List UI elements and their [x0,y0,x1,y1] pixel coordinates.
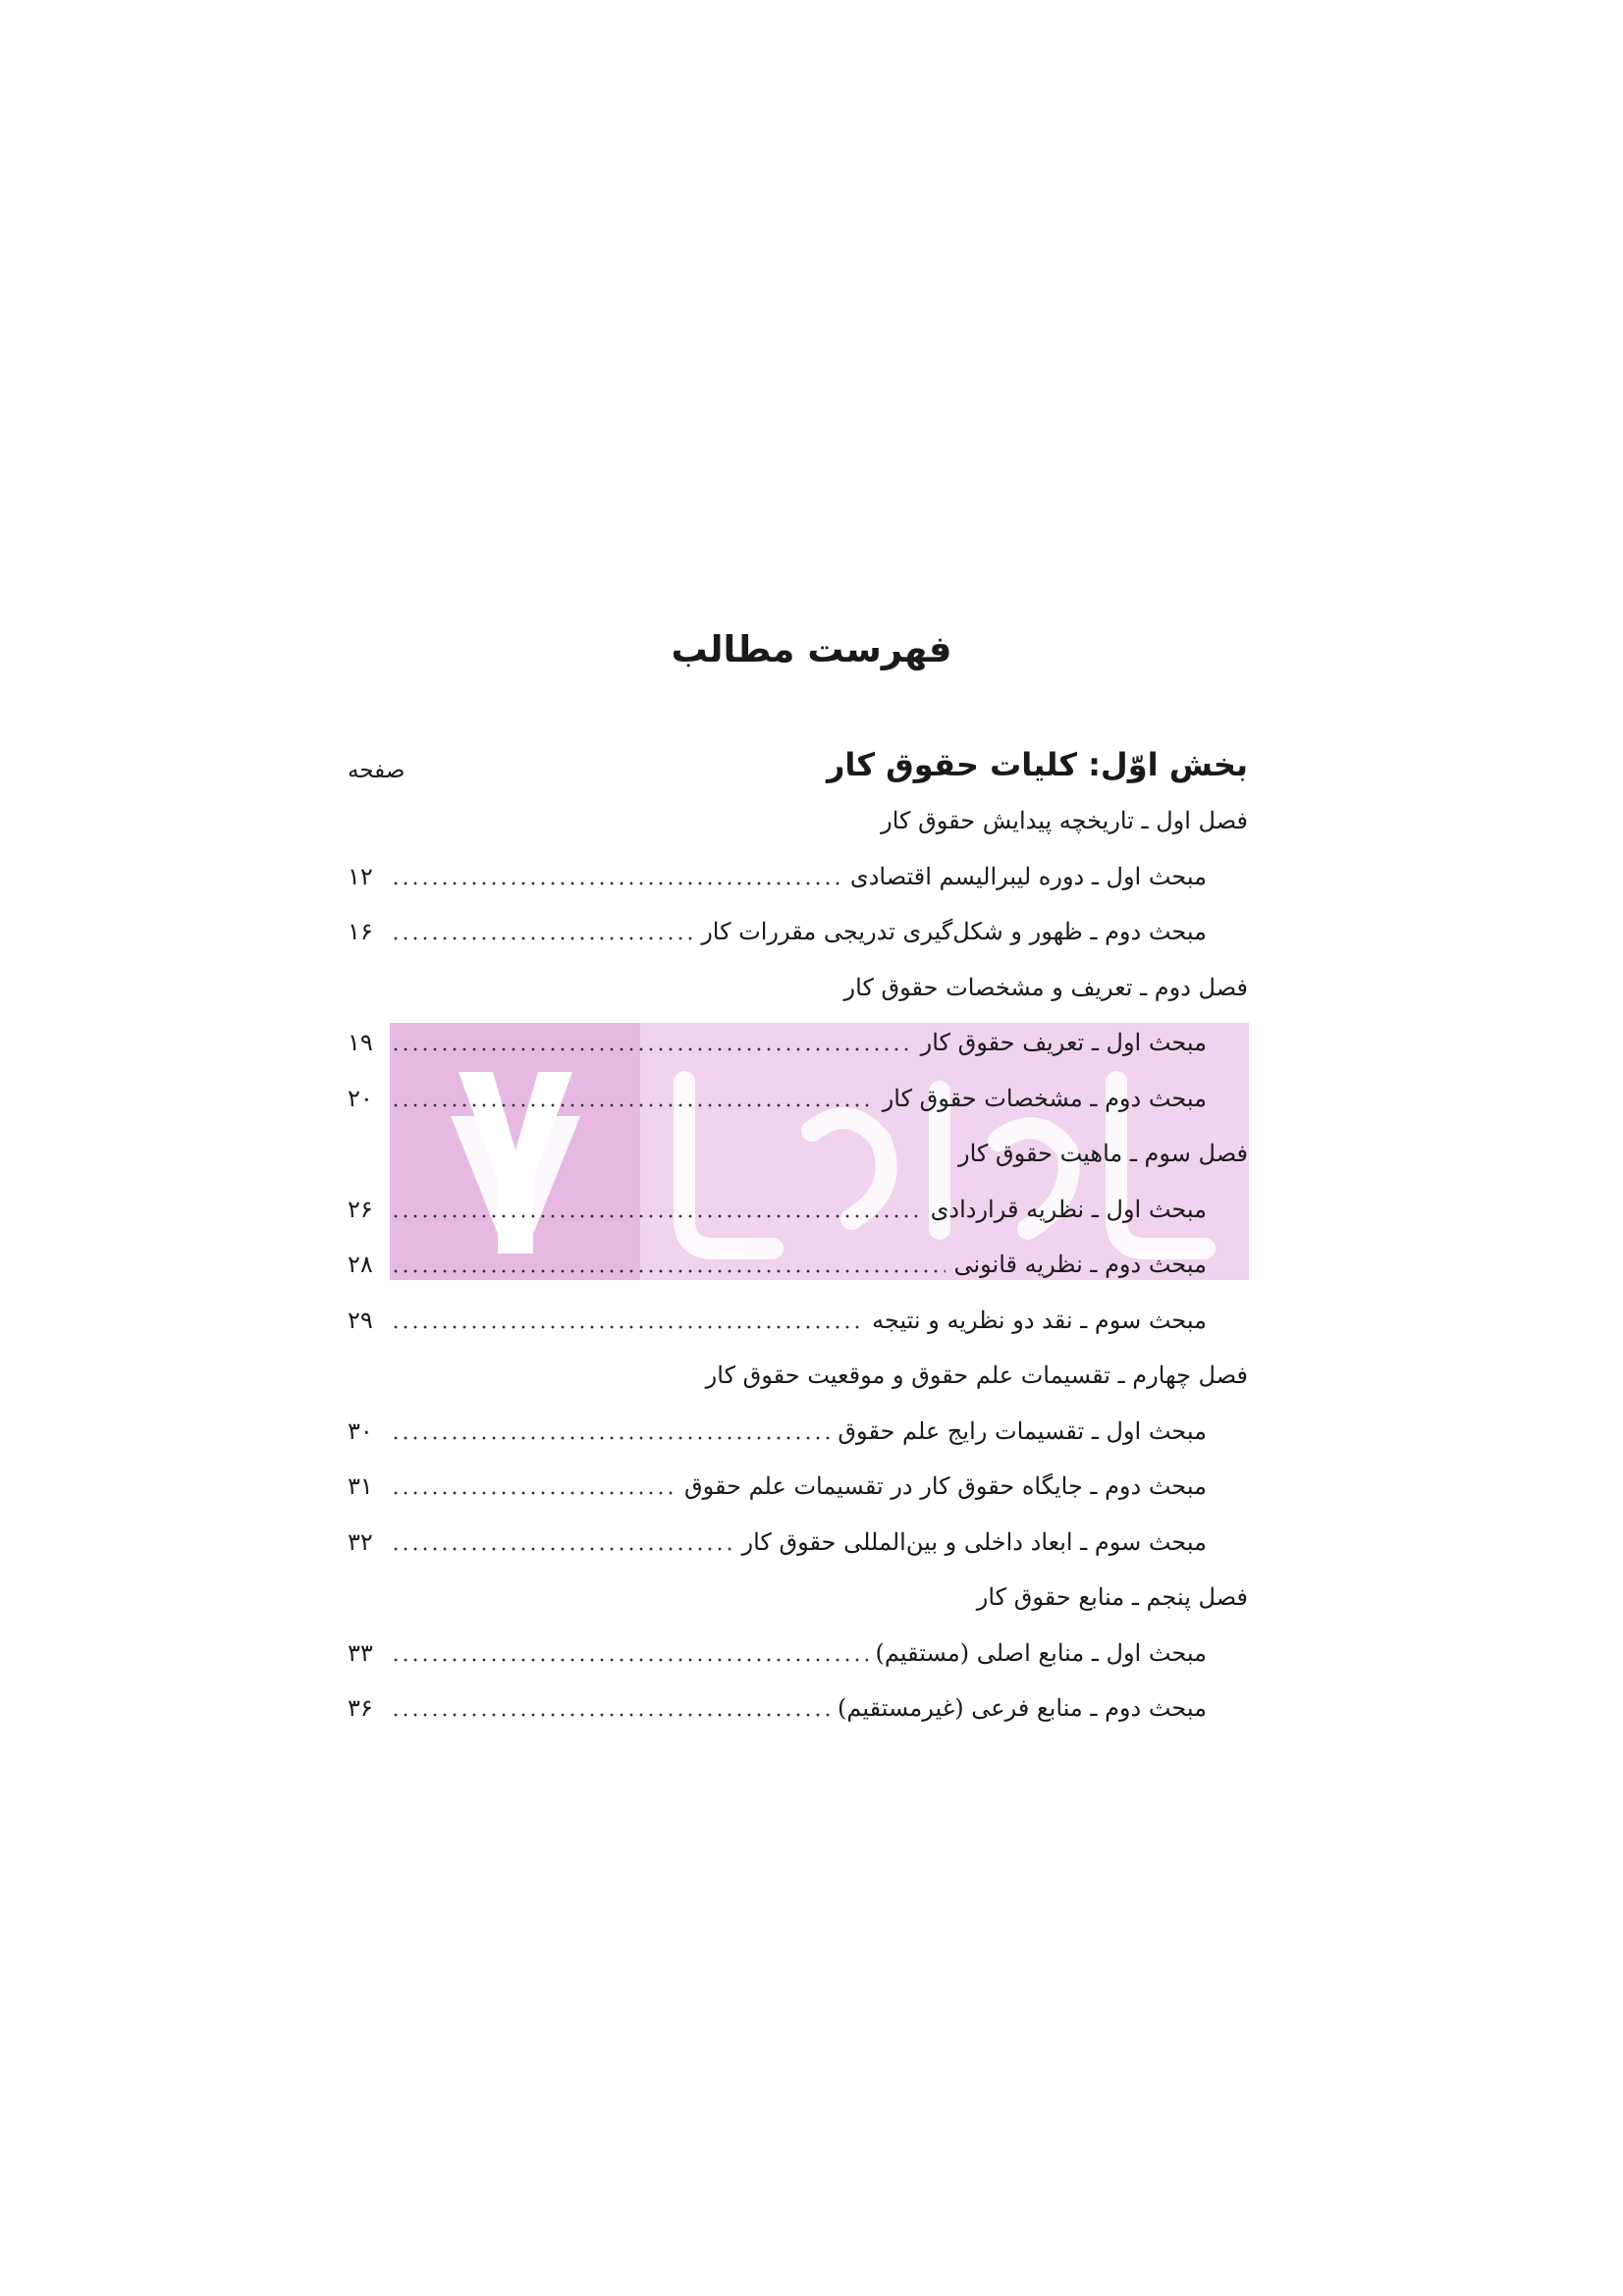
dot-leader [391,1046,913,1052]
section-entry[interactable] [348,1626,1248,1682]
chapter-entry[interactable] [348,1570,1248,1626]
part-title: بخش اوّل: کلیات حقوق کار [826,746,1248,783]
section-entry[interactable] [348,1404,1248,1460]
section-entry[interactable] [348,904,1248,960]
page-number: ۳۰ [348,1416,373,1445]
section-entry[interactable] [348,1293,1248,1349]
page-number: ۳۳ [348,1638,373,1667]
section-entry[interactable] [348,1071,1248,1127]
dot-leader [391,1268,946,1274]
page-column-label: صفحه [348,758,406,783]
chapter-title: فصل سوم ـ ماهیت حقوق کار [958,1140,1248,1168]
section-title: مبحث دوم ـ ظهور و شکل‌گیری تدریجی مقررات کار [701,918,1207,946]
chapter-entry[interactable] [348,1348,1248,1404]
dot-leader [391,1102,875,1108]
section-entry[interactable] [348,849,1248,905]
section-title: مبحث سوم ـ ابعاد داخلی و بین‌المللی حقوق کار [741,1527,1207,1556]
dot-leader [391,881,842,886]
page-number: ۲۶ [348,1195,373,1223]
section-title: مبحث دوم ـ جایگاه حقوق کار در تقسیمات علم حقوق [683,1472,1207,1501]
page-number: ۲۰ [348,1084,373,1112]
chapter-title: فصل اول ـ تاریخچه پیدایش حقوق کار [881,807,1248,835]
dot-leader [391,1546,733,1552]
dot-leader [391,1657,868,1663]
section-title: مبحث سوم ـ نقد دو نظریه و نتیجه [872,1306,1207,1334]
chapter-title: فصل دوم ـ تعریف و مشخصات حقوق کار [843,973,1248,1001]
chapter-entry[interactable] [348,793,1248,849]
page-number: ۱۹ [348,1029,373,1057]
chapter-entry[interactable] [348,1126,1248,1182]
section-title: مبحث اول ـ تقسیمات رایج علم حقوق [838,1416,1207,1445]
page-number: ۱۲ [348,862,373,890]
section-entry[interactable] [348,1459,1248,1515]
section-title: مبحث اول ـ تعریف حقوق کار [920,1029,1207,1057]
page-number: ۳۲ [348,1527,373,1556]
dot-leader [391,935,693,941]
table-of-contents [348,793,1248,1736]
page-number: ۳۱ [348,1472,373,1501]
page-number: ۲۸ [348,1251,373,1279]
section-entry[interactable] [348,1515,1248,1571]
section-title: مبحث اول ـ منابع اصلی (مستقیم) [875,1638,1207,1667]
page-number: ۲۹ [348,1306,373,1334]
section-title: مبحث اول ـ دوره لیبرالیسم اقتصادی [849,862,1207,890]
section-entry[interactable] [348,1237,1248,1293]
chapter-title: فصل پنجم ـ منابع حقوق کار [976,1583,1248,1612]
section-entry[interactable] [348,1681,1248,1736]
dot-leader [391,1435,830,1441]
chapter-entry[interactable] [348,960,1248,1016]
dot-leader [391,1213,923,1219]
dot-leader [391,1324,864,1330]
page-title: فهرست مطالب [671,628,952,670]
part-heading-row [348,746,1248,795]
dot-leader [391,1712,830,1718]
page-number: ۱۶ [348,918,373,946]
page-number: ۳۶ [348,1694,373,1723]
section-entry[interactable] [348,1182,1248,1238]
section-title: مبحث اول ـ نظریه قراردادی [930,1195,1207,1223]
section-title: مبحث دوم ـ منابع فرعی (غیرمستقیم) [838,1694,1207,1723]
dot-leader [391,1490,676,1496]
chapter-title: فصل چهارم ـ تقسیمات علم حقوق و موقعیت حقوق کار [705,1362,1248,1390]
section-title: مبحث دوم ـ نظریه قانونی [953,1251,1207,1279]
section-entry[interactable] [348,1015,1248,1071]
section-title: مبحث دوم ـ مشخصات حقوق کار [882,1084,1207,1112]
